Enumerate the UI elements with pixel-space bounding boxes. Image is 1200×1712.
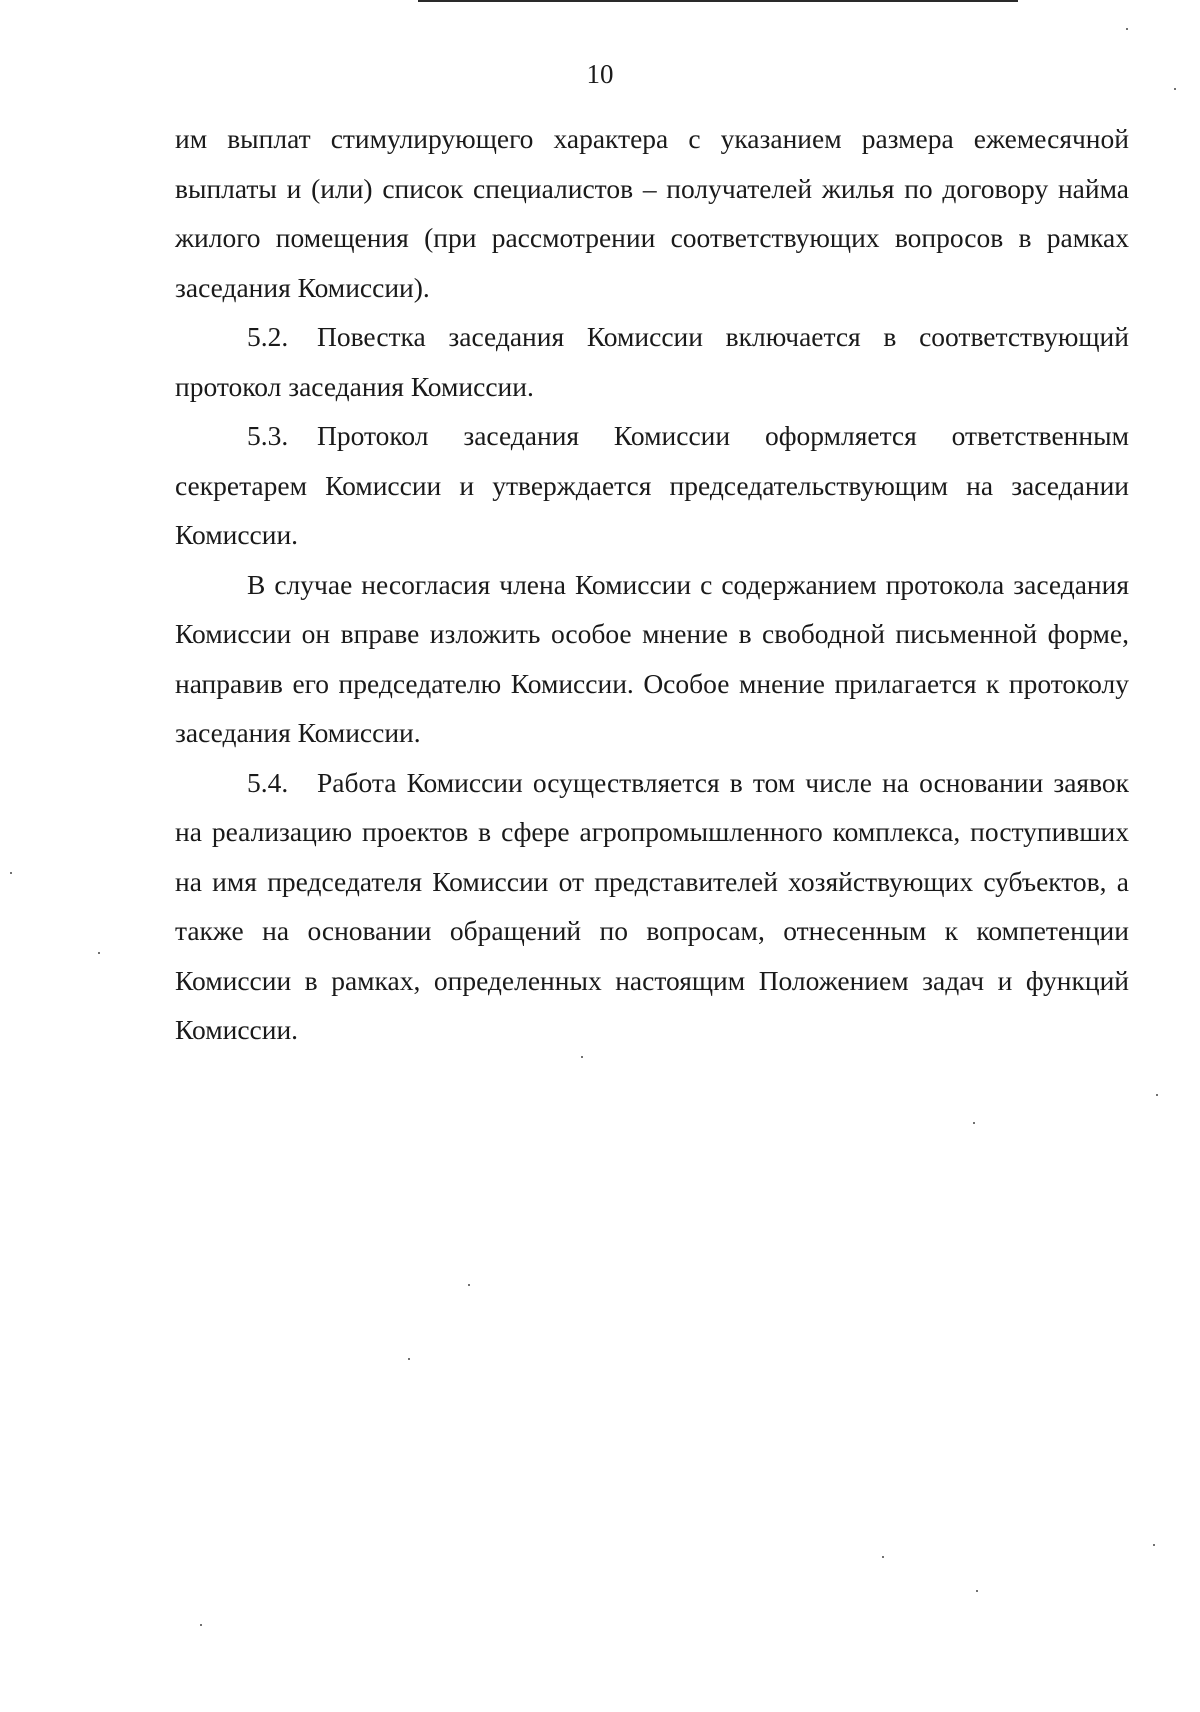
- scan-speck: [1153, 1544, 1155, 1546]
- scan-speck: [10, 872, 12, 874]
- paragraph-dissent: [175, 560, 1129, 758]
- paragraph-continuation: [175, 114, 1129, 312]
- paragraph-text: В случае несогласия члена Комиссии с содержанием протокола заседания Комиссии он вправе изложить особое мнение в свободной письменной форме, направив его председателю Комиссии. Особое мнение прилагается к протоколу заседания Комиссии.: [175, 568, 1129, 748]
- paragraph-text: Протокол заседания Комиссии оформляется ответственным секретарем Комиссии и утверждается председательствующим на заседании Комиссии.: [175, 420, 1129, 550]
- scan-speck: [973, 1122, 975, 1124]
- page-number: 10: [586, 59, 614, 89]
- scan-speck: [1156, 1094, 1158, 1096]
- scan-speck: [1126, 28, 1128, 30]
- scan-speck: [98, 952, 100, 954]
- document-body: [175, 114, 1129, 1055]
- scan-speck: [200, 1624, 202, 1626]
- paragraph-text: Работа Комиссии осуществляется в том числе на основании заявок на реализацию проектов в сфере агропромышленного комплекса, поступивших на имя председателя Комиссии от представителей хозяйствующих субъектов, а также на основании обращений по вопросам, отнесенным к компетенции Комиссии в рамках, определенных настоящим Положением задач и функций Комиссии.: [175, 766, 1129, 1045]
- paragraph-text: Повестка заседания Комиссии включается в соответствующий протокол заседания Комиссии.: [175, 321, 1129, 402]
- top-scan-rule: [418, 0, 1018, 2]
- paragraph-text: им выплат стимулирующего характера с указанием размера ежемесячной выплаты и (или) список специалистов – получателей жилья по договору найма жилого помещения (при рассмотрении соответствующих вопросов в рамках заседания Комиссии).: [175, 123, 1129, 303]
- paragraph-number: 5.2.: [247, 321, 289, 352]
- paragraph-number: 5.4.: [247, 766, 289, 798]
- scan-speck: [468, 1284, 470, 1286]
- paragraph-number: 5.3.: [247, 420, 289, 451]
- scan-speck: [882, 1556, 884, 1558]
- scan-speck: [581, 1056, 583, 1058]
- paragraph-5-3: [175, 411, 1129, 560]
- paragraph-5-2: [175, 312, 1129, 411]
- scan-speck: [408, 1358, 410, 1360]
- scan-speck: [1174, 88, 1176, 90]
- scan-speck: [976, 1590, 978, 1592]
- paragraph-5-4: [175, 758, 1129, 1055]
